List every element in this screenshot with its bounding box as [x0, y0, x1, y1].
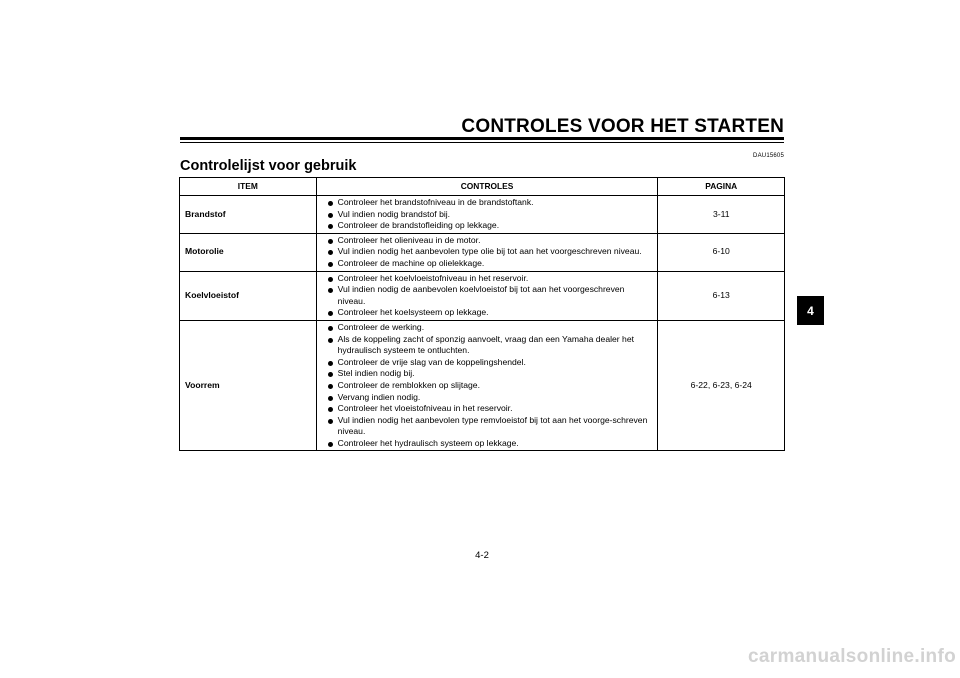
column-header-controls: CONTROLES — [316, 178, 658, 196]
row-controls — [316, 233, 658, 271]
table-row — [180, 271, 785, 320]
control-item: Vul indien nodig het aanbevolen type olie bij tot aan het voorgeschreven niveau. — [327, 246, 654, 258]
pre-ride-checklist-table — [179, 177, 785, 451]
section-title: Controlelijst voor gebruik — [180, 158, 357, 174]
row-page-ref: 6-22, 6-23, 6-24 — [658, 320, 785, 451]
control-item: Controleer de machine op olielekkage. — [327, 258, 654, 270]
control-item: Vul indien nodig brandstof bij. — [327, 209, 654, 221]
table-row — [180, 233, 785, 271]
page-number: 4-2 — [475, 550, 489, 561]
document-code: DAU15605 — [753, 153, 784, 159]
row-item-label: Voorrem — [180, 320, 317, 451]
table-row — [180, 320, 785, 451]
row-page-ref: 3-11 — [658, 196, 785, 234]
row-controls — [316, 271, 658, 320]
row-controls — [316, 320, 658, 451]
watermark: carmanualsonline.info — [748, 646, 956, 667]
table-row — [180, 196, 785, 234]
control-item: Controleer het olieniveau in de motor. — [327, 235, 654, 247]
row-controls — [316, 196, 658, 234]
control-item: Vervang indien nodig. — [327, 392, 654, 404]
control-item: Stel indien nodig bij. — [327, 368, 654, 380]
row-item-label: Motorolie — [180, 233, 317, 271]
control-item: Vul indien nodig de aanbevolen koelvloeistof bij tot aan het voorgeschreven niveau. — [327, 284, 654, 307]
page-header-title: CONTROLES VOOR HET STARTEN — [461, 116, 784, 137]
control-item: Controleer het hydraulisch systeem op lekkage. — [327, 438, 654, 450]
row-page-ref: 6-13 — [658, 271, 785, 320]
row-item-label: Koelvloeistof — [180, 271, 317, 320]
control-item: Controleer het koelvloeistofniveau in het reservoir. — [327, 273, 654, 285]
control-item: Controleer de vrije slag van de koppelingshendel. — [327, 357, 654, 369]
header-rule-thin — [180, 142, 784, 143]
control-item: Controleer de brandstofleiding op lekkage. — [327, 220, 654, 232]
column-header-item: ITEM — [180, 178, 317, 196]
control-item: Controleer het brandstofniveau in de brandstoftank. — [327, 197, 654, 209]
control-item: Als de koppeling zacht of sponzig aanvoelt, vraag dan een Yamaha dealer het hydraulisch systeem te ontluchten. — [327, 334, 654, 357]
control-item: Controleer de werking. — [327, 322, 654, 334]
table-header-row — [180, 178, 785, 196]
header-rule-thick — [180, 137, 784, 140]
column-header-page: PAGINA — [658, 178, 785, 196]
chapter-tab: 4 — [797, 296, 824, 325]
row-item-label: Brandstof — [180, 196, 317, 234]
row-page-ref: 6-10 — [658, 233, 785, 271]
control-item: Controleer het vloeistofniveau in het reservoir. — [327, 403, 654, 415]
control-item: Controleer de remblokken op slijtage. — [327, 380, 654, 392]
control-item: Controleer het koelsysteem op lekkage. — [327, 307, 654, 319]
control-item: Vul indien nodig het aanbevolen type remvloeistof bij tot aan het voorge-schreven niveau. — [327, 415, 654, 438]
